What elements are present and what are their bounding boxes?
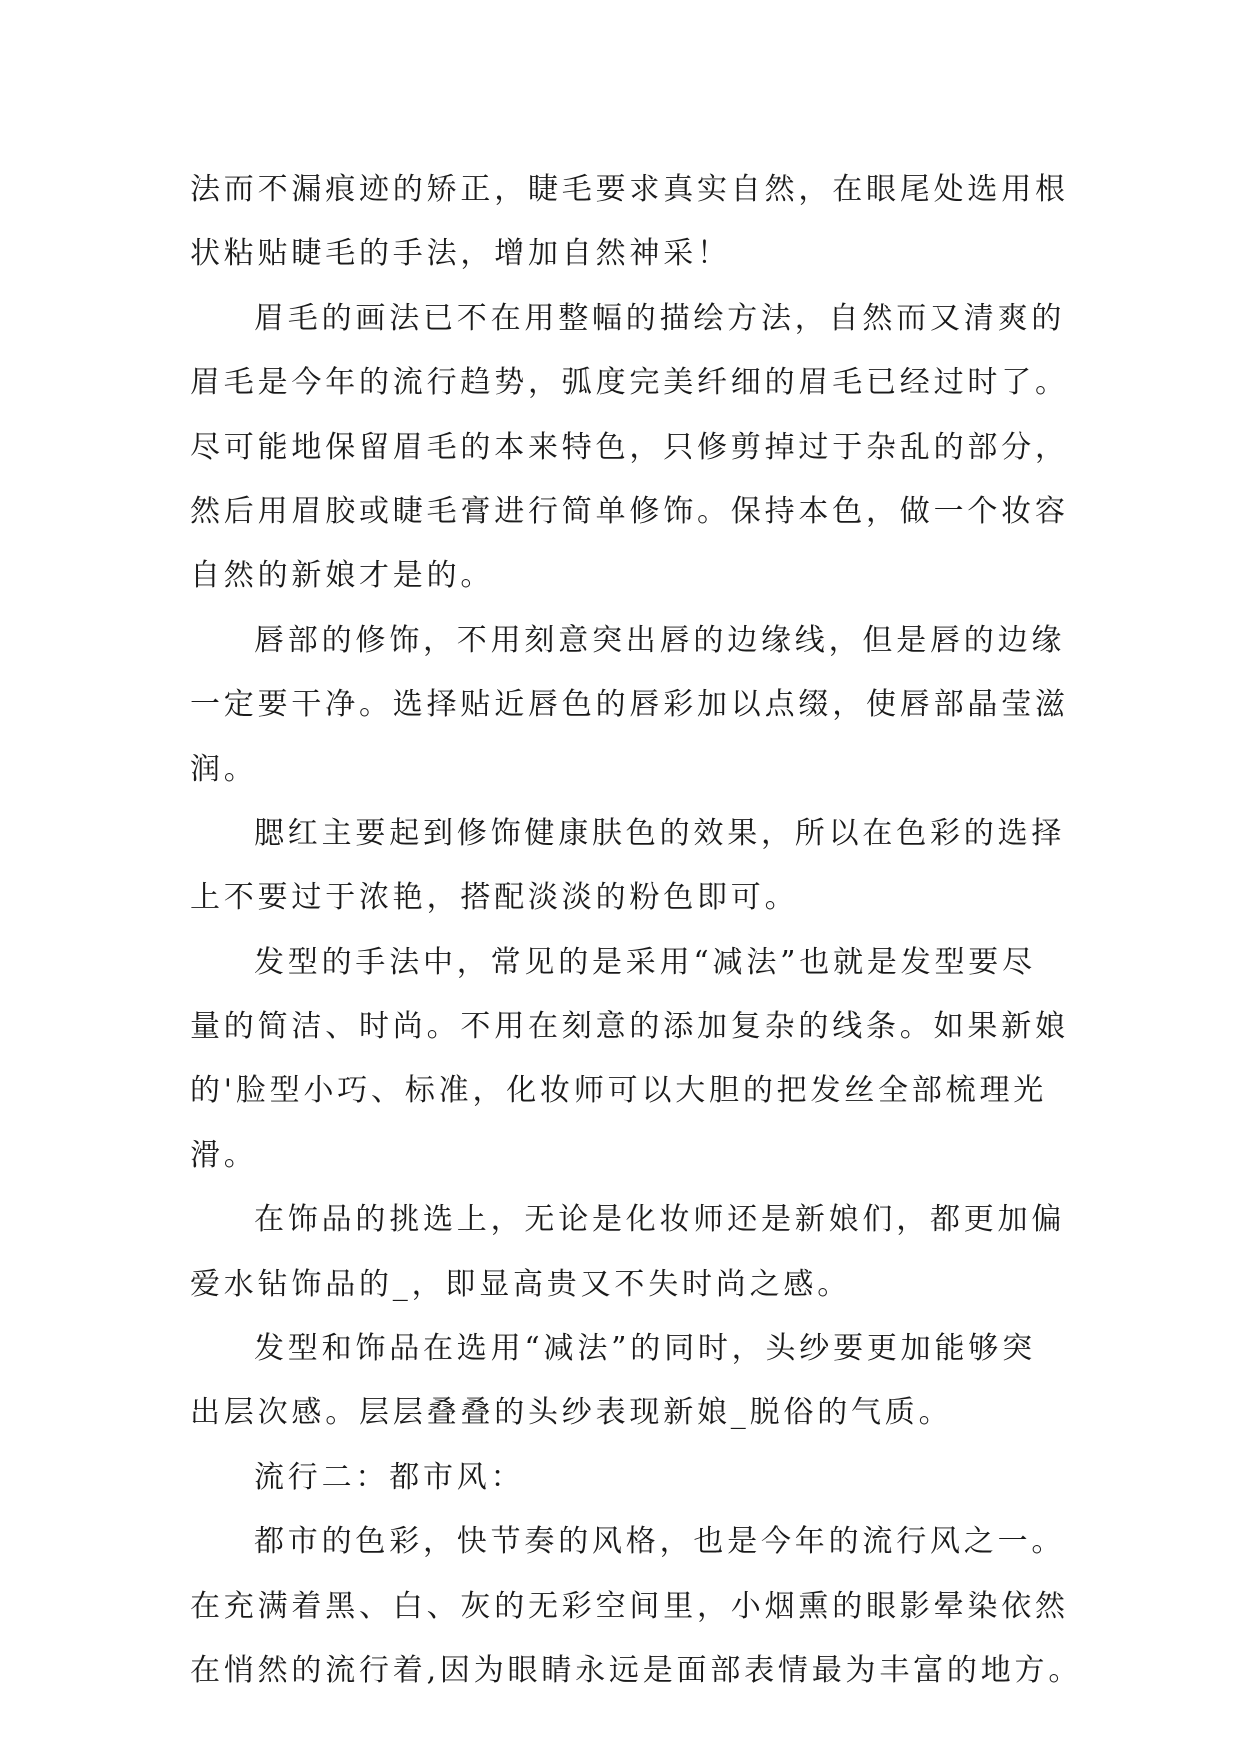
text-line: 眉毛的画法已不在用整幅的描绘方法，自然而又清爽的 bbox=[254, 300, 1066, 336]
text-line: 的'脸型小巧、标准，化妆师可以大胆的把发丝全部梳理光 bbox=[190, 1073, 1048, 1109]
text-line: 发型和饰品在选用“减法”的同时，头纱要更加能够突 bbox=[254, 1331, 1036, 1367]
text-line: 腮红主要起到修饰健康肤色的效果，所以在色彩的选择 bbox=[254, 815, 1066, 851]
text-line: 唇部的修饰，不用刻意突出唇的边缘线，但是唇的边缘 bbox=[254, 622, 1066, 658]
text-line: 爱水钻饰品的_，即显高贵又不失时尚之感。 bbox=[190, 1266, 851, 1302]
text-line: 法而不漏痕迹的矫正，睫毛要求真实自然，在眼尾处选用根 bbox=[190, 172, 1069, 207]
text-line: 滑。 bbox=[190, 1137, 258, 1173]
text-line: 量的简洁、时尚。不用在刻意的添加复杂的线条。如果新娘 bbox=[190, 1009, 1069, 1045]
text-line: 上不要过于浓艳，搭配淡淡的粉色即可。 bbox=[190, 880, 799, 916]
text-line: 尽可能地保留眉毛的本来特色，只修剪掉过于杂乱的部分， bbox=[190, 429, 1069, 465]
text-line: 眉毛是今年的流行趋势，弧度完美纤细的眉毛已经过时了。 bbox=[190, 365, 1069, 401]
text-line: 状粘贴睫毛的手法，增加自然神采！ bbox=[190, 236, 731, 272]
text-line: 在充满着黑、白、灰的无彩空间里，小烟熏的眼影晕染依然 bbox=[190, 1588, 1069, 1624]
body-text bbox=[190, 158, 1083, 1703]
text-line: 出层次感。层层叠叠的头纱表现新娘_脱俗的气质。 bbox=[190, 1395, 953, 1431]
text-line: 在饰品的挑选上，无论是化妆师还是新娘们，都更加偏 bbox=[254, 1202, 1066, 1238]
text-line: 润。 bbox=[190, 751, 258, 787]
text-line: 在悄然的流行着,因为眼睛永远是面部表情最为丰富的地方。 bbox=[190, 1652, 1083, 1688]
text-line: 自然的新娘才是的。 bbox=[190, 558, 495, 594]
text-line: 都市的色彩，快节奏的风格，也是今年的流行风之一。 bbox=[254, 1524, 1066, 1560]
text-line: 然后用眉胶或睫毛膏进行简单修饰。保持本色，做一个妆容 bbox=[190, 493, 1069, 529]
text-line: 发型的手法中，常见的是采用“减法”也就是发型要尽 bbox=[254, 944, 1036, 980]
text-line: 一定要干净。选择贴近唇色的唇彩加以点缀，使唇部晶莹滋 bbox=[190, 687, 1069, 723]
section-heading: 流行二：都市风： bbox=[254, 1459, 525, 1495]
